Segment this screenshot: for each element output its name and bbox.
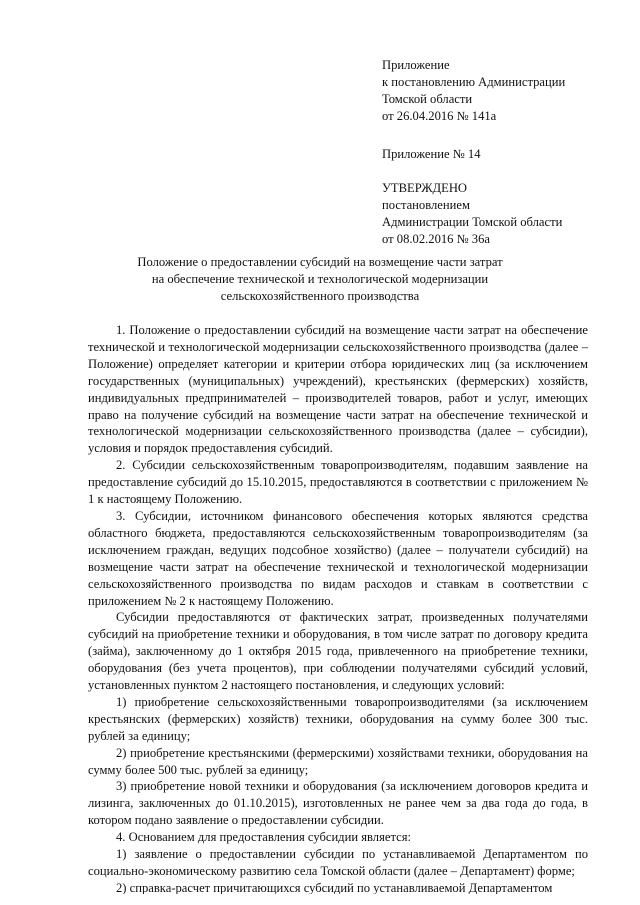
approved-line: постановлением (382, 198, 470, 212)
paragraph: 3. Субсидии, источником финансового обеспечения которых являются средства областного бюджета, предоставляются сельскохозяйственным товаропроизводителям (за исключением граждан, ведущих подсобное хозяйство) (далее – получатели субсидий) на возмещение части затрат на обеспечение технической и технологической модернизации сельскохозяйственного производства по видам расходов и ставкам в соответствии с приложением № 2 к настоящему Положению. (88, 508, 588, 608)
appendix-line: Томской области (382, 92, 473, 106)
paragraph: 4. Основанием для предоставления субсидии является: (116, 830, 411, 845)
paragraph: 2) справка-расчет причитающихся субсидий по устанавливаемой Департаментом (116, 880, 553, 894)
title-line: Положение о предоставлении субсидий на возмещение части затрат (137, 255, 503, 269)
appendix-block (382, 57, 565, 125)
paragraph: 2) приобретение крестьянскими (фермерскими) хозяйствами техники, оборудования на сумму более 500 тыс. рублей за единицу; (88, 745, 588, 777)
document-body (88, 322, 588, 894)
paragraph: 2. Субсидии сельскохозяйственным товаропроизводителям, подавшим заявление на предоставление субсидий до 15.10.2015, предоставляются в соответствии с приложением № 1 к настоящему Положению. (88, 458, 588, 507)
approved-block (382, 180, 562, 248)
paragraph: 1. Положение о предоставлении субсидий на возмещение части затрат на обеспечение технической и технологической модернизации сельскохозяйственного производства (далее – Положение) определяет категории и критерии отбора юридических лиц (за исключением государственных (муниципальных) учреждений), крестьянских (фермерских) хозяйств, индивидуальных предпринимателей – производителей товаров, работ и услуг, имеющих право на получение субсидий на возмещение части затрат на обеспечение технической и технологической модернизации сельскохозяйственного производства (далее – субсидии), условия и порядок предоставления субсидий. (88, 323, 588, 456)
appendix-line: от 26.04.2016 № 141а (382, 109, 497, 123)
appendix-number: Приложение № 14 (382, 147, 481, 161)
title-line: на обеспечение технической и технологической модернизации (151, 272, 489, 286)
paragraph: 1) приобретение сельскохозяйственными товаропроизводителями (за исключением крестьянских (фермерских) хозяйств) техники, оборудования на сумму более 300 тыс. рублей за единицу; (88, 694, 588, 743)
approved-line: от 08.02.2016 № 36а (382, 232, 490, 246)
approved-line: УТВЕРЖДЕНО (382, 181, 468, 195)
paragraph: 3) приобретение новой техники и оборудования (за исключением договоров кредита и лизинга, заключенных до 01.10.2015), изготовленных не ранее чем за два года до года, в котором подано заявление о предоставлении субсидии. (88, 779, 588, 828)
document-title (100, 254, 540, 305)
appendix-line: к постановлению Администрации (382, 75, 566, 89)
appendix-line: Приложение (382, 58, 450, 72)
approved-line: Администрации Томской области (382, 215, 563, 229)
title-line: сельскохозяйственного производства (220, 289, 420, 303)
appendix-number-block (382, 146, 481, 163)
paragraph: 1) заявление о предоставлении субсидии по устанавливаемой Департаментом по социально-экономическому развитию села Томской области (далее – Департамент) форме; (88, 847, 588, 878)
paragraph: Субсидии предоставляются от фактических затрат, произведенных получателями субсидий на приобретение техники и оборудования, в том числе затрат по договору кредита (займа), заключенному до 1 октября 2015 года, привлеченного на приобретение техники, оборудования (без учета процентов), при соблюдении получателями субсидий условий, установленных пунктом 2 настоящего постановления, и следующих условий: (88, 610, 588, 693)
